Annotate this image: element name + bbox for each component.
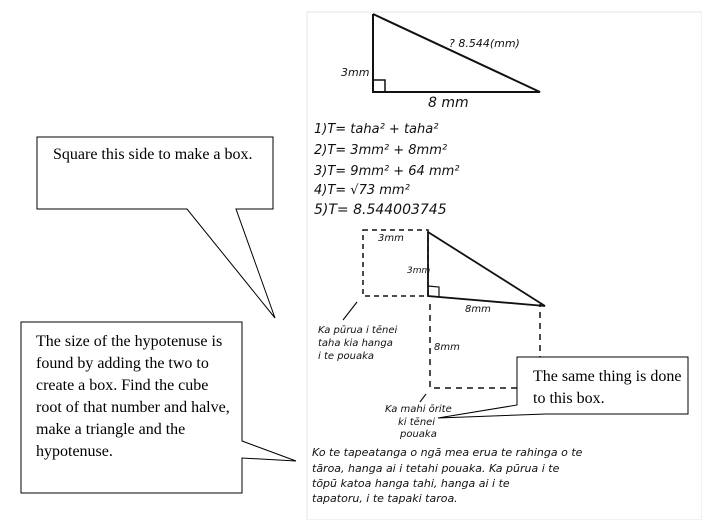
step-4: 4)T= √73 mm² [314,183,410,198]
note-bottom-line-3: pouaka [400,429,437,440]
callout-top-left-text: Square this side to make a box. [53,146,253,163]
note-left-line-2: taha kia hanga [318,338,393,349]
note-bottom-line-1: Ka mahi ōrite [385,404,452,415]
middle-base-label: 8mm [465,304,491,315]
hypotenuse-label: ? 8.544(mm) [449,37,520,50]
step-5: 5)T= 8.544003745 [314,202,447,218]
footer-line-2: tāroa, hanga ai i tetahi pouaka. Ka pūrua i te [312,462,560,475]
lower-box-side-label: 8mm [434,342,460,353]
note-bottom-line-2: ki tēnei [398,417,436,428]
step-3: 3)T= 9mm² + 64 mm² [314,164,460,179]
step-1: 1)T= taha² + taha² [314,122,439,137]
base-label: 8 mm [428,95,469,111]
working-steps [314,122,460,218]
footer-line-1: Ko te tapeatanga o ngā mea erua te rahinga o te [312,446,583,459]
callout-right-text: The same thing is done to this box. [533,368,682,407]
footer-line-4: tapatoru, i te tapaki taroa. [312,492,458,505]
worksheet-paper [307,12,702,520]
callout-bottom-left-text: The size of the hypotenuse is found by adding the two to create a box. Find the cube root of that number and halve, make a triangle and the hypotenuse. [36,333,230,460]
top-box-label: 3mm [378,233,404,244]
footer-line-3: tōpū katoa hanga tahi, hanga ai i te [312,477,510,490]
vertical-side-label: 3mm [407,266,431,276]
note-left-line-1: Ka pūrua i tēnei [318,325,398,336]
left-side-label: 3mm [341,66,370,79]
note-left-line-3: i te pouaka [318,351,375,362]
step-2: 2)T= 3mm² + 8mm² [314,143,448,158]
